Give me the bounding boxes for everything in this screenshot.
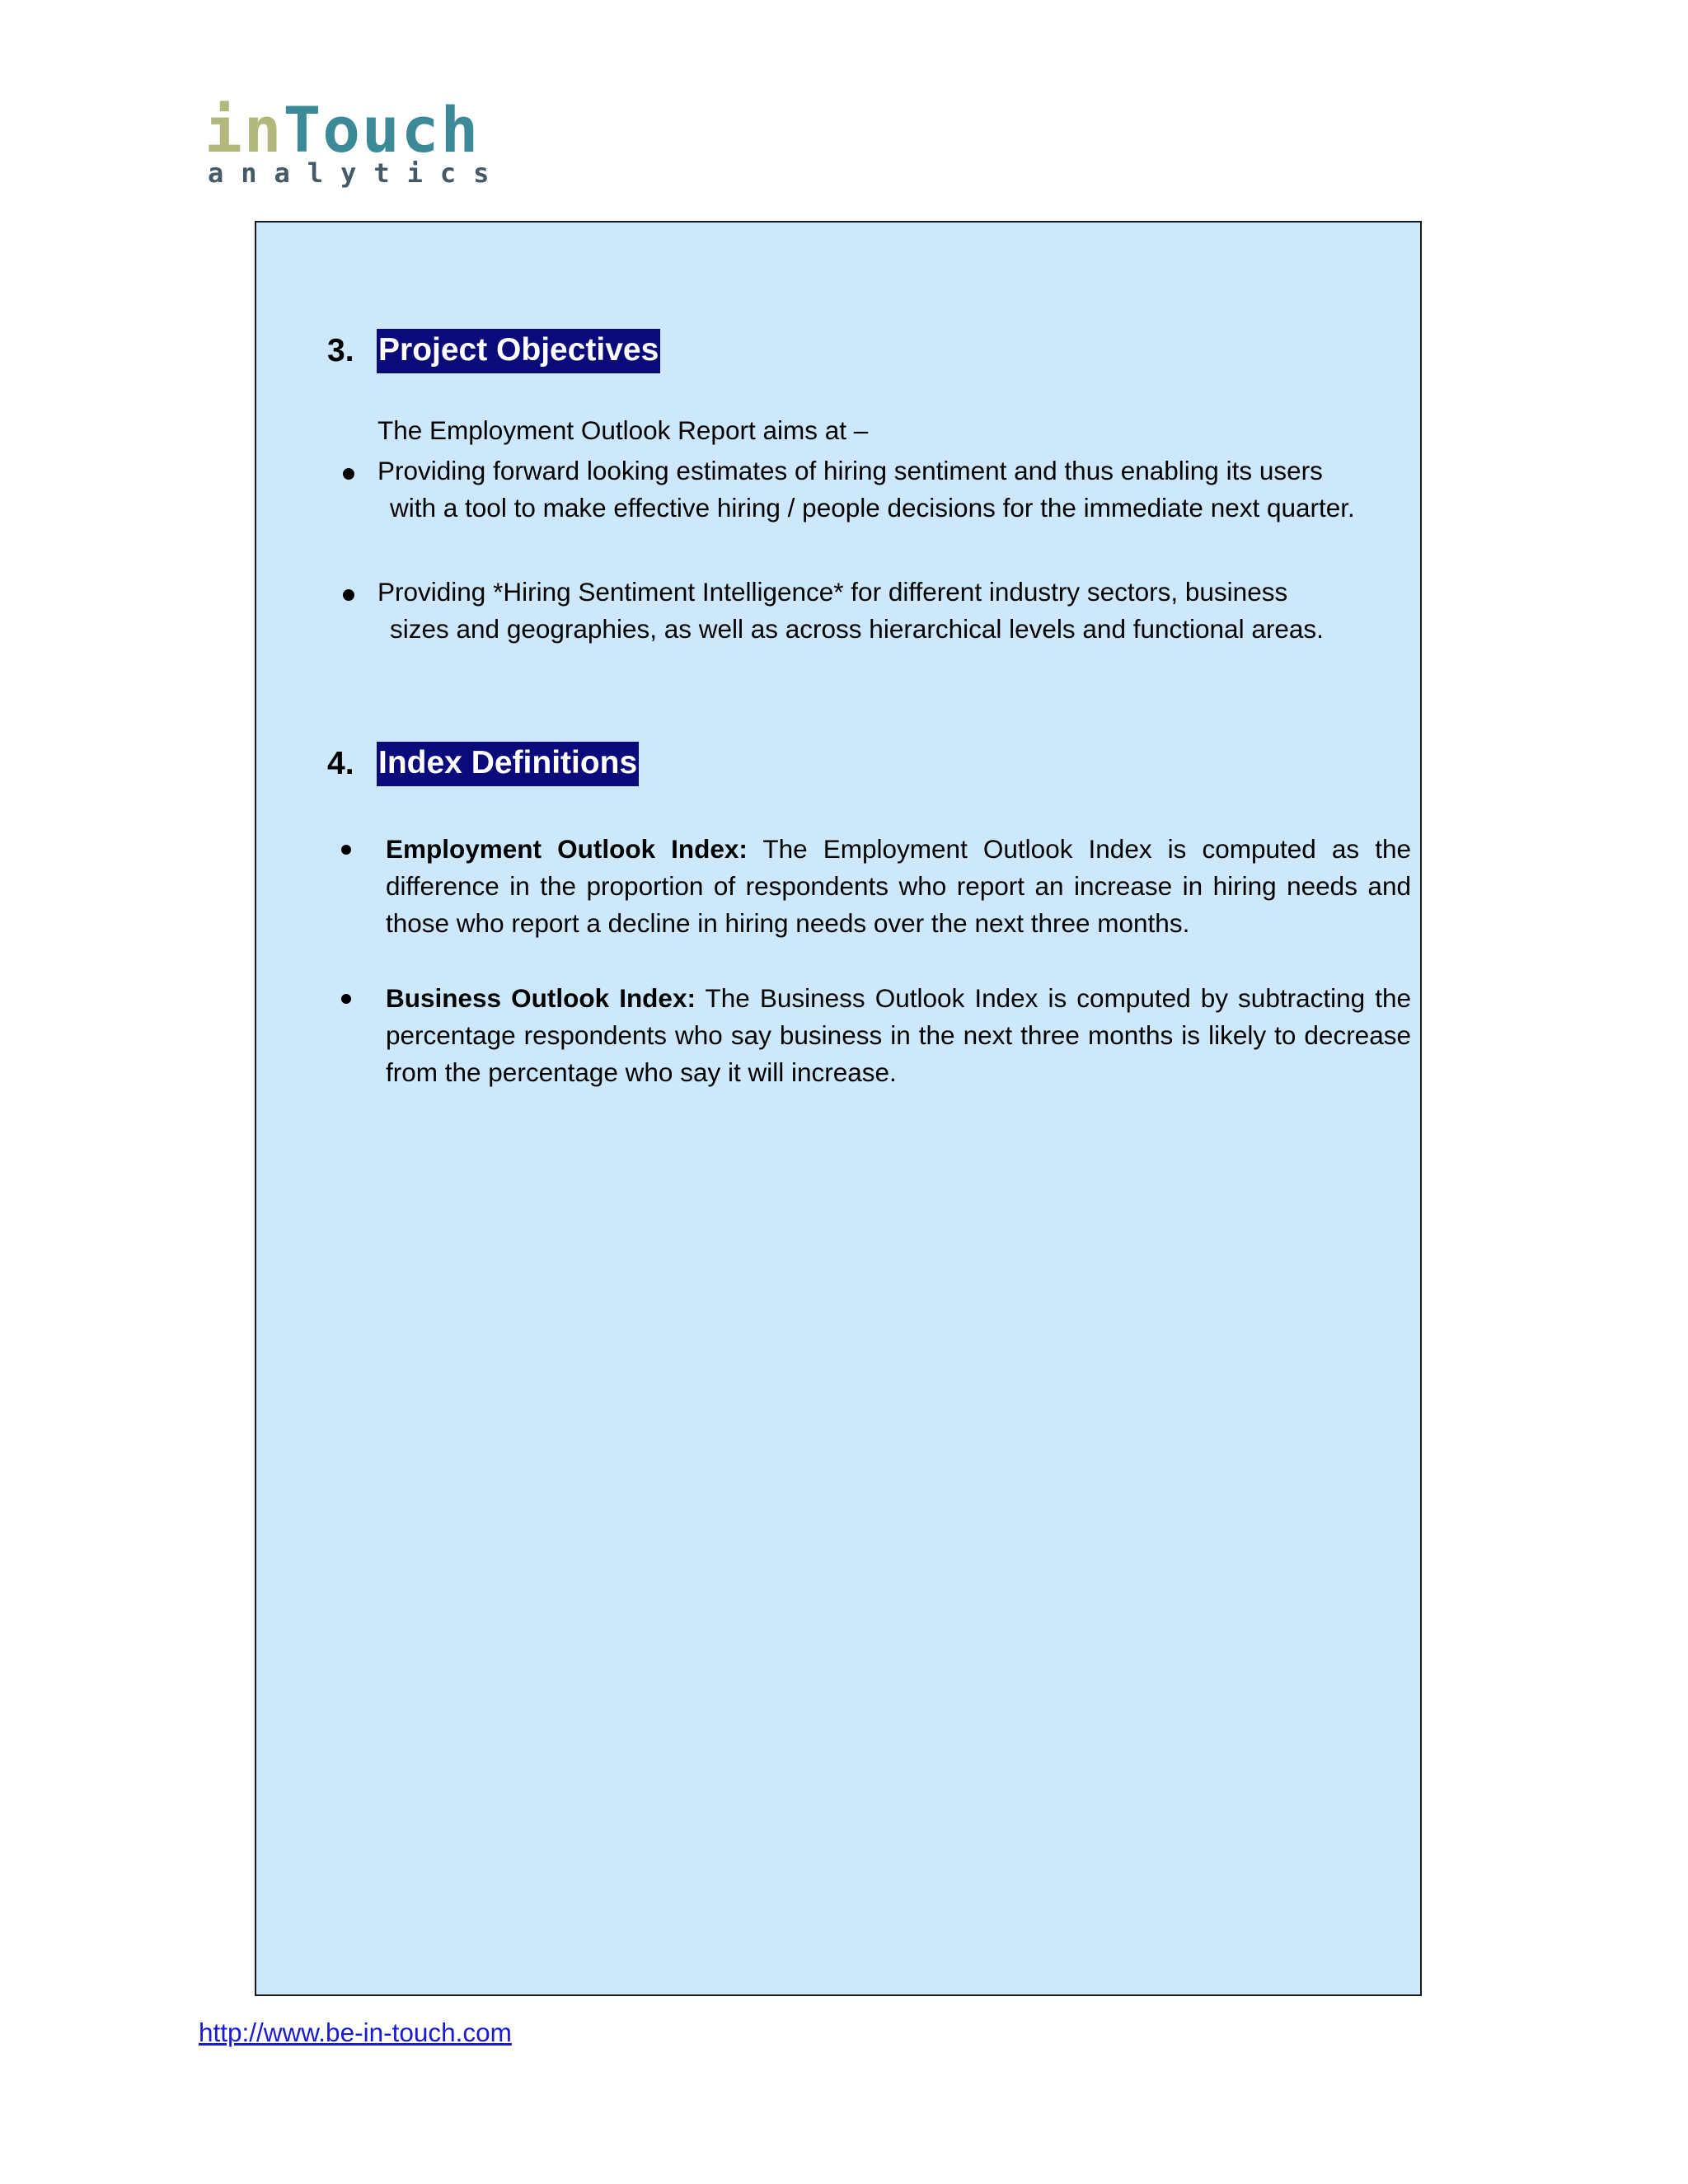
list-item-continuation: with a tool to make effective hiring / people decisions for the immediate next quarter. xyxy=(390,493,1355,523)
list-item xyxy=(377,574,1411,648)
section-title: Index Definitions xyxy=(377,742,639,786)
section-number: 4. xyxy=(327,746,354,781)
definition-business-outlook-index xyxy=(386,980,1411,1091)
list-item-continuation: sizes and geographies, as well as across hierarchical levels and functional areas. xyxy=(390,614,1324,644)
list-item xyxy=(377,452,1411,527)
logo-wordmark-in: in xyxy=(204,93,284,166)
bullet-icon xyxy=(343,468,354,480)
logo-wordmark xyxy=(204,93,481,166)
content-panel xyxy=(255,221,1422,1996)
definition-term: Employment Outlook Index: xyxy=(386,834,748,864)
definition-employment-outlook-index xyxy=(386,831,1411,942)
section-heading-project-objectives xyxy=(327,326,660,376)
definition-term: Business Outlook Index: xyxy=(386,983,696,1013)
definition-text: The Employment Outlook Index is computed as the difference in the proportion of respondents who report an increase in hiring needs and those who report a decline in hiring needs over the next three months. xyxy=(386,834,1411,938)
list-item-first-line: Providing forward looking estimates of hiring sentiment and thus enabling its users xyxy=(377,456,1323,485)
objectives-intro: The Employment Outlook Report aims at – xyxy=(377,415,869,445)
section-title: Project Objectives xyxy=(377,329,660,373)
section-number: 3. xyxy=(327,333,354,368)
list-item-first-line: Providing *Hiring Sentiment Intelligence* for different industry sectors, business xyxy=(377,577,1288,607)
bullet-icon xyxy=(341,994,351,1004)
bullet-icon xyxy=(343,589,354,601)
intouch-analytics-logo xyxy=(204,93,507,189)
definition-text: The Business Outlook Index is computed by subtracting the percentage respondents who say business in the next three months is likely to decrease from the percentage who say it will increase. xyxy=(386,983,1412,1087)
footer-website-link[interactable]: http://www.be-in-touch.com xyxy=(199,2018,512,2047)
bullet-icon xyxy=(341,845,351,855)
logo-subtitle: analytics xyxy=(208,157,507,189)
section-heading-index-definitions xyxy=(327,739,639,789)
logo-wordmark-touch: Touch xyxy=(283,93,481,166)
